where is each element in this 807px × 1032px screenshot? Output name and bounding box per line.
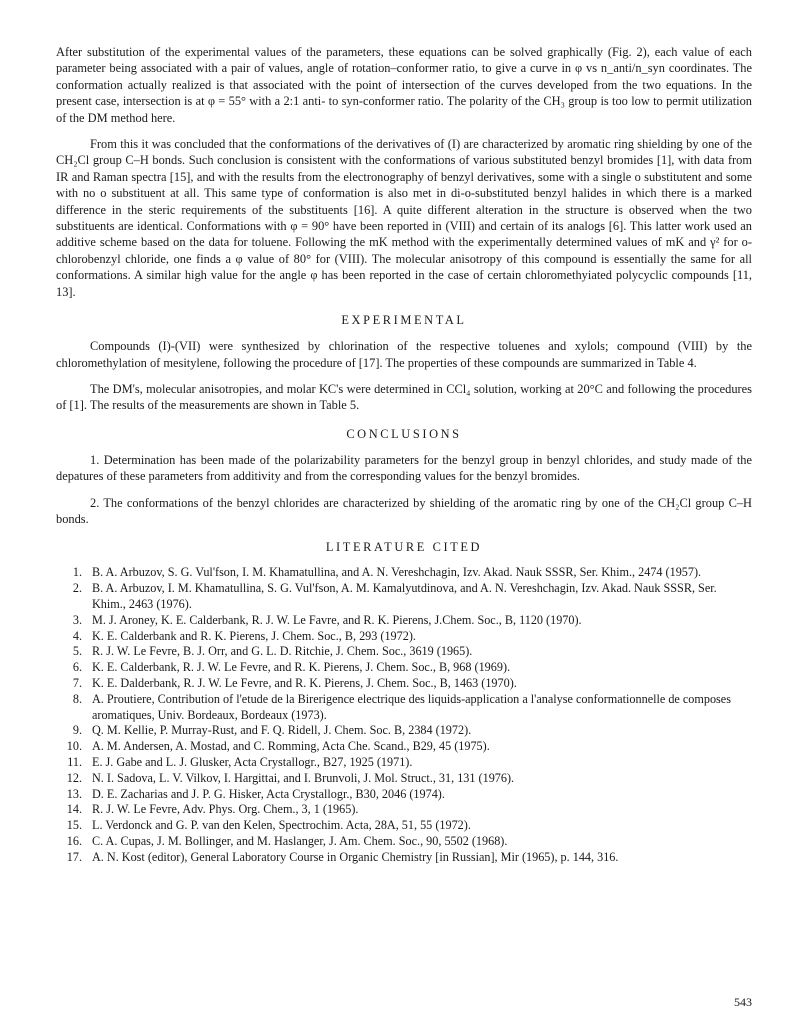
reference-text: A. N. Kost (editor), General Laboratory Course in Organic Chemistry [in Russian], Mir (1965), p. 144, 316. [92, 849, 619, 864]
reference-text: R. J. W. Le Fevre, Adv. Phys. Org. Chem., 3, 1 (1965). [92, 802, 359, 817]
reference-item [56, 850, 752, 866]
reference-item [56, 787, 752, 803]
reference-item [56, 629, 752, 645]
reference-text: C. A. Cupas, J. M. Bollinger, and M. Haslanger, J. Am. Chem. Soc., 90, 5502 (1968). [92, 833, 508, 848]
reference-item [56, 581, 752, 613]
reference-number: 2. [72, 581, 82, 596]
reference-text: N. I. Sadova, L. V. Vilkov, I. Hargittai, and I. Brunvoli, J. Mol. Struct., 31, 131 (1976). [92, 770, 515, 785]
reference-list [56, 565, 752, 865]
reference-item [56, 739, 752, 755]
page-number: 543 [734, 995, 752, 1009]
reference-number: 16. [66, 833, 82, 848]
reference-text: R. J. W. Le Fevre, B. J. Orr, and G. L. D. Ritchie, J. Chem. Soc., 3619 (1965). [92, 644, 473, 659]
conclusion-item-2: 2. The conformations of the benzyl chlorides are characterized by shielding of the aromatic ring by one of the CH₂Cl group C–H bonds. [56, 495, 752, 526]
reference-number: 4. [72, 628, 82, 643]
paragraph-conformation-conclusion: From this it was concluded that the conformations of the derivatives of (I) are characterized by aromatic ring shielding by one of the CH₂Cl group C–H bonds. Such conclusion is consistent with the conformations of various substituted benzyl bromides [1], with data from IR and Raman spectra [15], and with the results from the electronography of benzyl derivatives, some with a single o substitutent and some with no o substituent at all. This same type of conformation is also met in di-o-substituted benzyl halides in which there is a marked difference in the steric requirements of the substituents [16]. A quite different alteration in the structure is observed when the two substituents are identical. Conformations with φ = 90° have been reported in (VIII) and certain of its analogs [6]. This latter work used an additive scheme based on the data for toluene. Following the mK method with the experimentally determined values of mK and γ² for o-chlorobenzyl chloride, one finds a φ value of 80° for (VIII). The molecular anisotropy of this compound is essentially the same for all conformations. A similar high value for the angle φ has been reported in the case of certain chloromethyiated polycyclic compounds [11, 13]. [56, 137, 752, 299]
reference-number: 1. [72, 565, 82, 580]
paragraph-measurements: The DM's, molecular anisotropies, and molar KC's were determined in CCl₄ solution, working at 20°C and following the procedures of [1]. The results of the measurements are shown in Table 5. [56, 381, 752, 413]
reference-item [56, 676, 752, 692]
reference-number: 6. [72, 660, 82, 675]
reference-number: 10. [66, 739, 82, 754]
section-heading-experimental: EXPERIMENTAL [341, 313, 467, 328]
reference-item [56, 660, 752, 676]
page-content [56, 44, 752, 865]
reference-number: 14. [66, 802, 82, 817]
reference-number: 13. [66, 786, 82, 801]
paragraph-graphical-solution: After substitution of the experimental values of the parameters, these equations can be solved graphically (Fig. 2), each value of each parameter being associated with a pair of values, angle of rotation–conformer ratio, to give a curve in φ vs n_anti/n_syn coordinates. The conformation actually realized is that associated with the point of intersection of the curves developed from the two equations. In the present case, intersection is at φ = 55° with a 2:1 anti- to syn-conformer ratio. The polarity of the CH₃ group is too low to permit utilization of the DM method here. [56, 45, 752, 125]
paragraph-synthesis: Compounds (I)-(VII) were synthesized by chlorination of the respective toluenes and xylols; compound (VIII) by the chloromethylation of mesitylene, following the procedure of [17]. The properties of these compounds are summarized in Table 4. [56, 339, 752, 370]
reference-text: E. J. Gabe and L. J. Glusker, Acta Crystallogr., B27, 1925 (1971). [92, 754, 413, 769]
reference-text: D. E. Zacharias and J. P. G. Hisker, Acta Crystallogr., B30, 2046 (1974). [92, 786, 445, 801]
reference-item [56, 565, 752, 581]
conclusion-item-1: 1. Determination has been made of the polarizability parameters for the benzyl group in benzyl chlorides, and study made of the depatures of these parameters from additivity and from the corresponding values for the benzyl bromides. [56, 452, 752, 484]
section-heading-conclusions: CONCLUSIONS [346, 426, 462, 441]
section-heading-literature-cited: LITERATURE CITED [325, 540, 483, 555]
reference-text: K. E. Calderbank, R. J. W. Le Fevre, and R. K. Pierens, J. Chem. Soc., B, 968 (1969). [92, 660, 511, 675]
reference-number: 17. [66, 849, 82, 864]
reference-item [56, 771, 752, 787]
reference-text: B. A. Arbuzov, S. G. Vul'fson, I. M. Khamatullina, and A. N. Vereshchagin, Izv. Akad. Nauk SSSR, Ser. Khim., 2474 (1957). [92, 565, 702, 580]
reference-item [56, 818, 752, 834]
reference-number: 8. [72, 691, 82, 706]
reference-text: K. E. Dalderbank, R. J. W. Le Fevre, and R. K. Pierens, J. Chem. Soc., B, 1463 (1970). [92, 675, 517, 690]
reference-number: 7. [72, 675, 82, 690]
reference-item [56, 755, 752, 771]
reference-item [56, 802, 752, 818]
reference-item [56, 613, 752, 629]
reference-number: 9. [72, 723, 82, 738]
reference-text: M. J. Aroney, K. E. Calderbank, R. J. W. Le Favre, and R. K. Pierens, J.Chem. Soc., B, 1120 (1970). [92, 612, 582, 627]
reference-text: K. E. Calderbank and R. K. Pierens, J. Chem. Soc., B, 293 (1972). [92, 628, 416, 643]
reference-item [56, 723, 752, 739]
reference-number: 11. [67, 754, 82, 769]
reference-text: L. Verdonck and G. P. van den Kelen, Spectrochim. Acta, 28A, 51, 55 (1972). [92, 818, 471, 833]
reference-item [56, 644, 752, 660]
reference-text: A. Proutiere, Contribution of l'etude de la Birerigence electrique des liquids-application a l'analyse conformationnelle de composes aromatiques, Univ. Bordeaux, Bordeaux (1973). [92, 691, 731, 722]
reference-text: Q. M. Kellie, P. Murray-Rust, and F. Q. Ridell, J. Chem. Soc. B, 2384 (1972). [92, 723, 472, 738]
reference-number: 15. [66, 818, 82, 833]
reference-text: B. A. Arbuzov, I. M. Khamatullina, S. G. Vul'fson, A. M. Kamalyutdinova, and A. N. Vereshchagin, Izv. Akad. Nauk SSSR, Ser. Khim., 2463 (1976). [92, 581, 717, 611]
reference-number: 12. [66, 770, 82, 785]
reference-text: A. M. Andersen, A. Mostad, and C. Romming, Acta Che. Scand., B29, 45 (1975). [92, 739, 490, 754]
reference-item [56, 834, 752, 850]
reference-item [56, 692, 752, 724]
reference-number: 5. [72, 644, 82, 659]
reference-number: 3. [72, 612, 82, 627]
